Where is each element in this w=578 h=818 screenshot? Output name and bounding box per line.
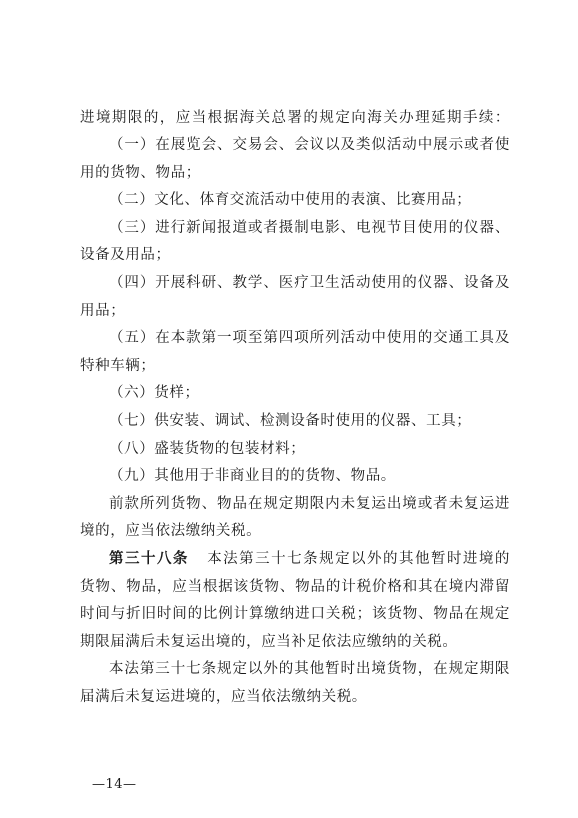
text-line: （一）在展览会、交易会、会议以及类似活动中展示或者使: [109, 137, 510, 153]
text-line: （八）盛装货物的包装材料；: [109, 441, 306, 457]
text-line: 前款所列货物、物品在规定期限内未复运出境或者未复运进: [109, 496, 510, 512]
page-number: —14—: [92, 777, 137, 792]
text-line: （二）文化、体育交流活动中使用的表演、比赛用品；: [109, 192, 472, 208]
text-line: （七）供安装、调试、检测设备时使用的仪器、工具；: [109, 413, 472, 429]
text-line: 届满后未复运进境的，应当依法缴纳关税。: [80, 689, 367, 705]
text-line: （三）进行新闻报道或者摄制电影、电视节目使用的仪器、: [109, 220, 510, 236]
text-line: 设备及用品；: [80, 247, 171, 263]
text-line: 进境期限的，应当根据海关总署的规定向海关办理延期手续：: [80, 110, 510, 126]
text-line: 本法第三十七条规定以外的其他暂时出境货物，在规定期限: [109, 661, 510, 677]
text-line: （五）在本款第一项至第四项所列活动中使用的交通工具及: [109, 330, 510, 346]
text-line: 特种车辆；: [80, 358, 156, 374]
text-line: 本法第三十七条规定以外的其他暂时进境的: [207, 551, 510, 567]
text-line: （四）开展科研、教学、医疗卫生活动使用的仪器、设备及: [109, 275, 510, 291]
article-heading: 第三十八条: [109, 550, 189, 567]
text-line: 境的，应当依法缴纳关税。: [80, 523, 262, 539]
article-38-first-line: [109, 549, 510, 569]
text-line: 期限届满后未复运出境的，应当补足依法应缴纳的关税。: [80, 634, 458, 650]
text-line: 时间与折旧时间的比例计算缴纳进口关税；该货物、物品在规定: [80, 606, 510, 622]
text-line: 货物、物品，应当根据该货物、物品的计税价格和其在境内滞留: [80, 579, 510, 595]
text-line: （六）货样；: [109, 385, 200, 401]
text-line: 用的货物、物品；: [80, 165, 201, 181]
text-line: （九）其他用于非商业目的的货物、物品。: [109, 468, 396, 484]
text-line: 用品；: [80, 303, 126, 319]
